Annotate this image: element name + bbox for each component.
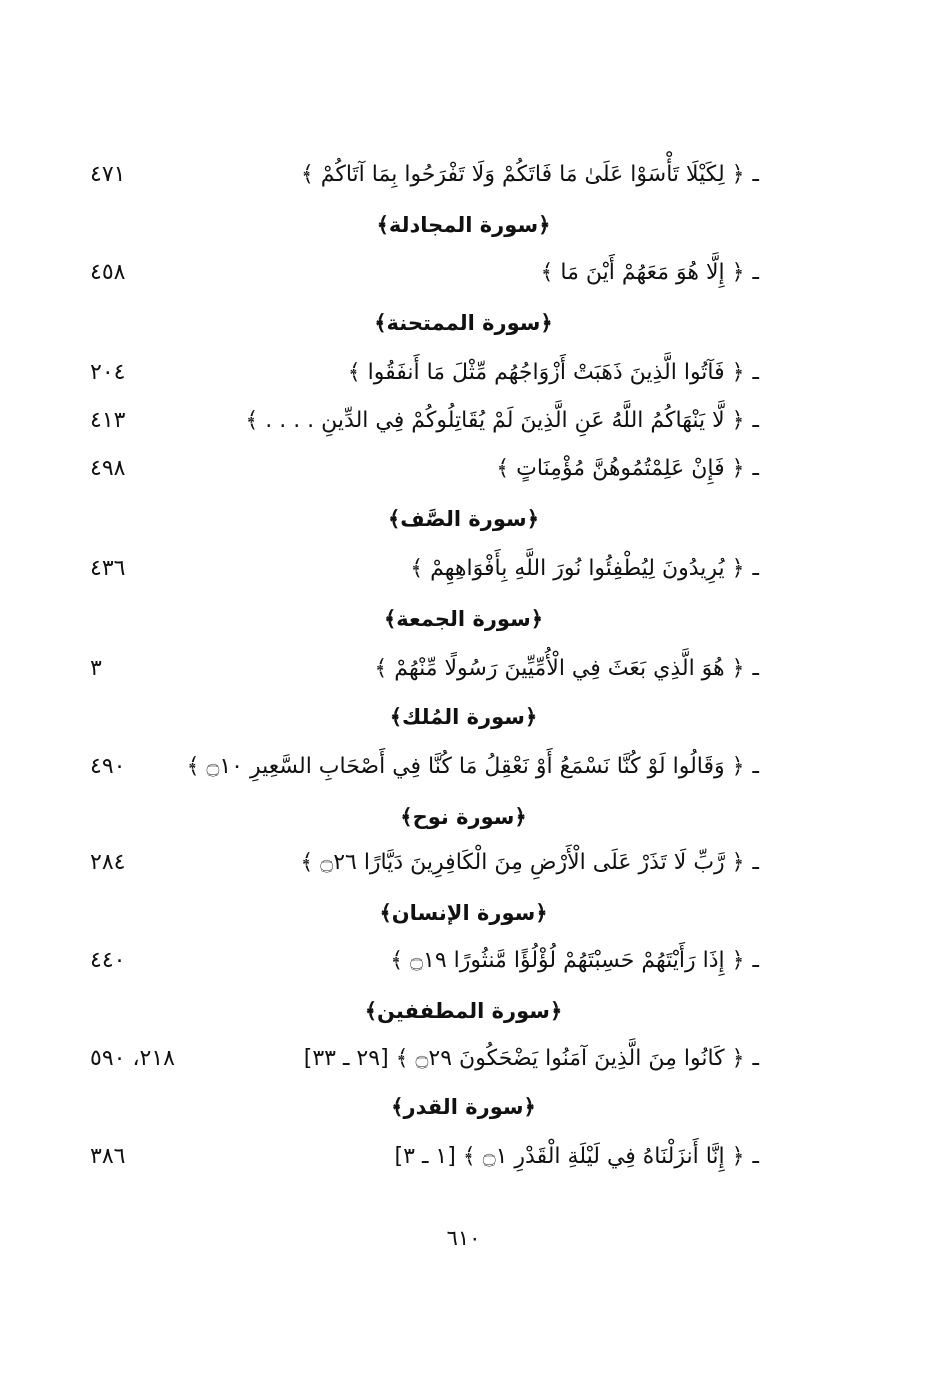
verse-row xyxy=(0,250,927,296)
verse-row xyxy=(0,646,927,692)
page-reference: ٢٠٤ xyxy=(90,360,126,385)
surah-title: ﴿سورة الجمعة﴾ xyxy=(383,607,544,631)
verse-text xyxy=(390,938,759,984)
page-reference: ٤٧١ xyxy=(90,162,126,187)
surah-heading xyxy=(0,890,927,936)
verse-text xyxy=(186,744,759,790)
verse-quote: ﴿ كَانُوا مِنَ الَّذِينَ آمَنُوا يَضْحَكُونَ ۝٢٩ ﴾ [٢٩ ـ ٣٣] xyxy=(303,1046,745,1071)
verse-text xyxy=(410,546,759,592)
verse-row xyxy=(0,446,927,492)
page-reference: ٤٩٠ xyxy=(90,754,126,779)
verse-quote: ﴿ إِذَا رَأَيْتَهُمْ حَسِبْتَهُمْ لُؤْلُؤًا مَّنثُورًا ۝١٩ ﴾ xyxy=(390,948,745,973)
verse-quote: ﴿ إِلَّا هُوَ مَعَهُمْ أَيْنَ مَا ﴾ xyxy=(540,260,745,285)
verse-quote: ﴿ لَّا يَنْهَاكُمُ اللَّهُ عَنِ الَّذِينَ لَمْ يُقَاتِلُوكُمْ فِي الدِّينِ . . . . ﴾ xyxy=(245,408,745,433)
surah-title: ﴿سورة الممتحنة﴾ xyxy=(374,311,553,335)
dash-marker: ـ xyxy=(752,656,759,681)
page-reference: ٤٥٨ xyxy=(90,260,126,285)
verse-quote: ﴿ يُرِيدُونَ لِيُطْفِئُوا نُورَ اللَّهِ بِأَفْوَاهِهِمْ ﴾ xyxy=(410,556,745,581)
verse-row xyxy=(0,1134,927,1180)
verse-text xyxy=(348,350,759,396)
page-number: ٦١٠ xyxy=(446,1226,481,1250)
verse-quote: ﴿ رَّبِّ لَا تَذَرْ عَلَى الْأَرْضِ مِنَ الْكَافِرِينَ دَيَّارًا ۝٢٦ ﴾ xyxy=(300,850,745,875)
verse-quote: ﴿ فَآتُوا الَّذِينَ ذَهَبَتْ أَزْوَاجُهُم مِّثْلَ مَا أَنفَقُوا ﴾ xyxy=(347,360,745,385)
surah-title: ﴿سورة نوح﴾ xyxy=(400,805,527,829)
verse-row xyxy=(0,546,927,592)
page-reference: ٢٨٤ xyxy=(90,850,126,875)
surah-heading xyxy=(0,202,927,248)
verse-text xyxy=(395,1134,759,1180)
surah-heading xyxy=(0,794,927,840)
verse-quote: ﴿ فَإِنْ عَلِمْتُمُوهُنَّ مُؤْمِنَاتٍ ﴾ xyxy=(496,456,745,481)
verse-text xyxy=(541,250,759,296)
verse-row xyxy=(0,744,927,790)
dash-marker: ـ xyxy=(752,556,759,581)
verse-text xyxy=(245,398,759,444)
page-reference: ٣٨٦ xyxy=(90,1144,126,1169)
verse-text xyxy=(304,1036,759,1082)
dash-marker: ـ xyxy=(752,754,759,779)
surah-heading xyxy=(0,694,927,740)
surah-title: ﴿سورة المُلك﴾ xyxy=(389,705,538,729)
verse-text xyxy=(374,646,759,692)
page-reference: ٤٩٨ xyxy=(90,456,126,481)
verse-text xyxy=(496,446,759,492)
surah-title: ﴿سورة القدر﴾ xyxy=(391,1095,536,1119)
page-reference: ٢١٨، ٥٩٠ xyxy=(90,1046,175,1071)
surah-heading xyxy=(0,1084,927,1130)
surah-title: ﴿سورة المجادلة﴾ xyxy=(376,213,551,237)
surah-title: ﴿سورة الصَّف﴾ xyxy=(387,507,539,531)
dash-marker: ـ xyxy=(752,260,759,285)
dash-marker: ـ xyxy=(752,162,759,187)
dash-marker: ـ xyxy=(752,1144,759,1169)
verse-row xyxy=(0,1036,927,1082)
verse-quote: ﴿ هُوَ الَّذِي بَعَثَ فِي الْأُمِّيِّينَ رَسُولًا مِّنْهُمْ ﴾ xyxy=(374,656,745,681)
verse-row xyxy=(0,152,927,198)
page-reference: ٤١٣ xyxy=(90,408,126,433)
page-reference: ٤٣٦ xyxy=(90,556,126,581)
verse-text xyxy=(300,840,759,886)
dash-marker: ـ xyxy=(752,948,759,973)
verse-row xyxy=(0,840,927,886)
page-reference: ٤٤٠ xyxy=(90,948,126,973)
surah-heading xyxy=(0,988,927,1034)
surah-heading xyxy=(0,300,927,346)
surah-title: ﴿سورة الإنسان﴾ xyxy=(379,901,548,925)
verse-quote: ﴿ لِكَيْلَا تَأْسَوْا عَلَىٰ مَا فَاتَكُمْ وَلَا تَفْرَحُوا بِمَا آتَاكُمْ ﴾ xyxy=(300,162,745,187)
dash-marker: ـ xyxy=(752,456,759,481)
dash-marker: ـ xyxy=(752,1046,759,1071)
dash-marker: ـ xyxy=(752,360,759,385)
page-reference: ٣ xyxy=(90,656,102,681)
verse-row xyxy=(0,398,927,444)
surah-heading xyxy=(0,596,927,642)
verse-quote: ﴿ إِنَّا أَنزَلْنَاهُ فِي لَيْلَةِ الْقَدْرِ ۝١ ﴾ [١ ـ ٣] xyxy=(394,1144,745,1169)
verse-row xyxy=(0,938,927,984)
surah-heading xyxy=(0,496,927,542)
dash-marker: ـ xyxy=(752,408,759,433)
verse-text xyxy=(301,152,759,198)
verse-row xyxy=(0,350,927,396)
surah-title: ﴿سورة المطففين﴾ xyxy=(364,999,563,1023)
verse-quote: ﴿ وَقَالُوا لَوْ كُنَّا نَسْمَعُ أَوْ نَعْقِلُ مَا كُنَّا فِي أَصْحَابِ السَّعِيرِ ۝١٠ ﴾ xyxy=(186,754,745,779)
dash-marker: ـ xyxy=(752,850,759,875)
